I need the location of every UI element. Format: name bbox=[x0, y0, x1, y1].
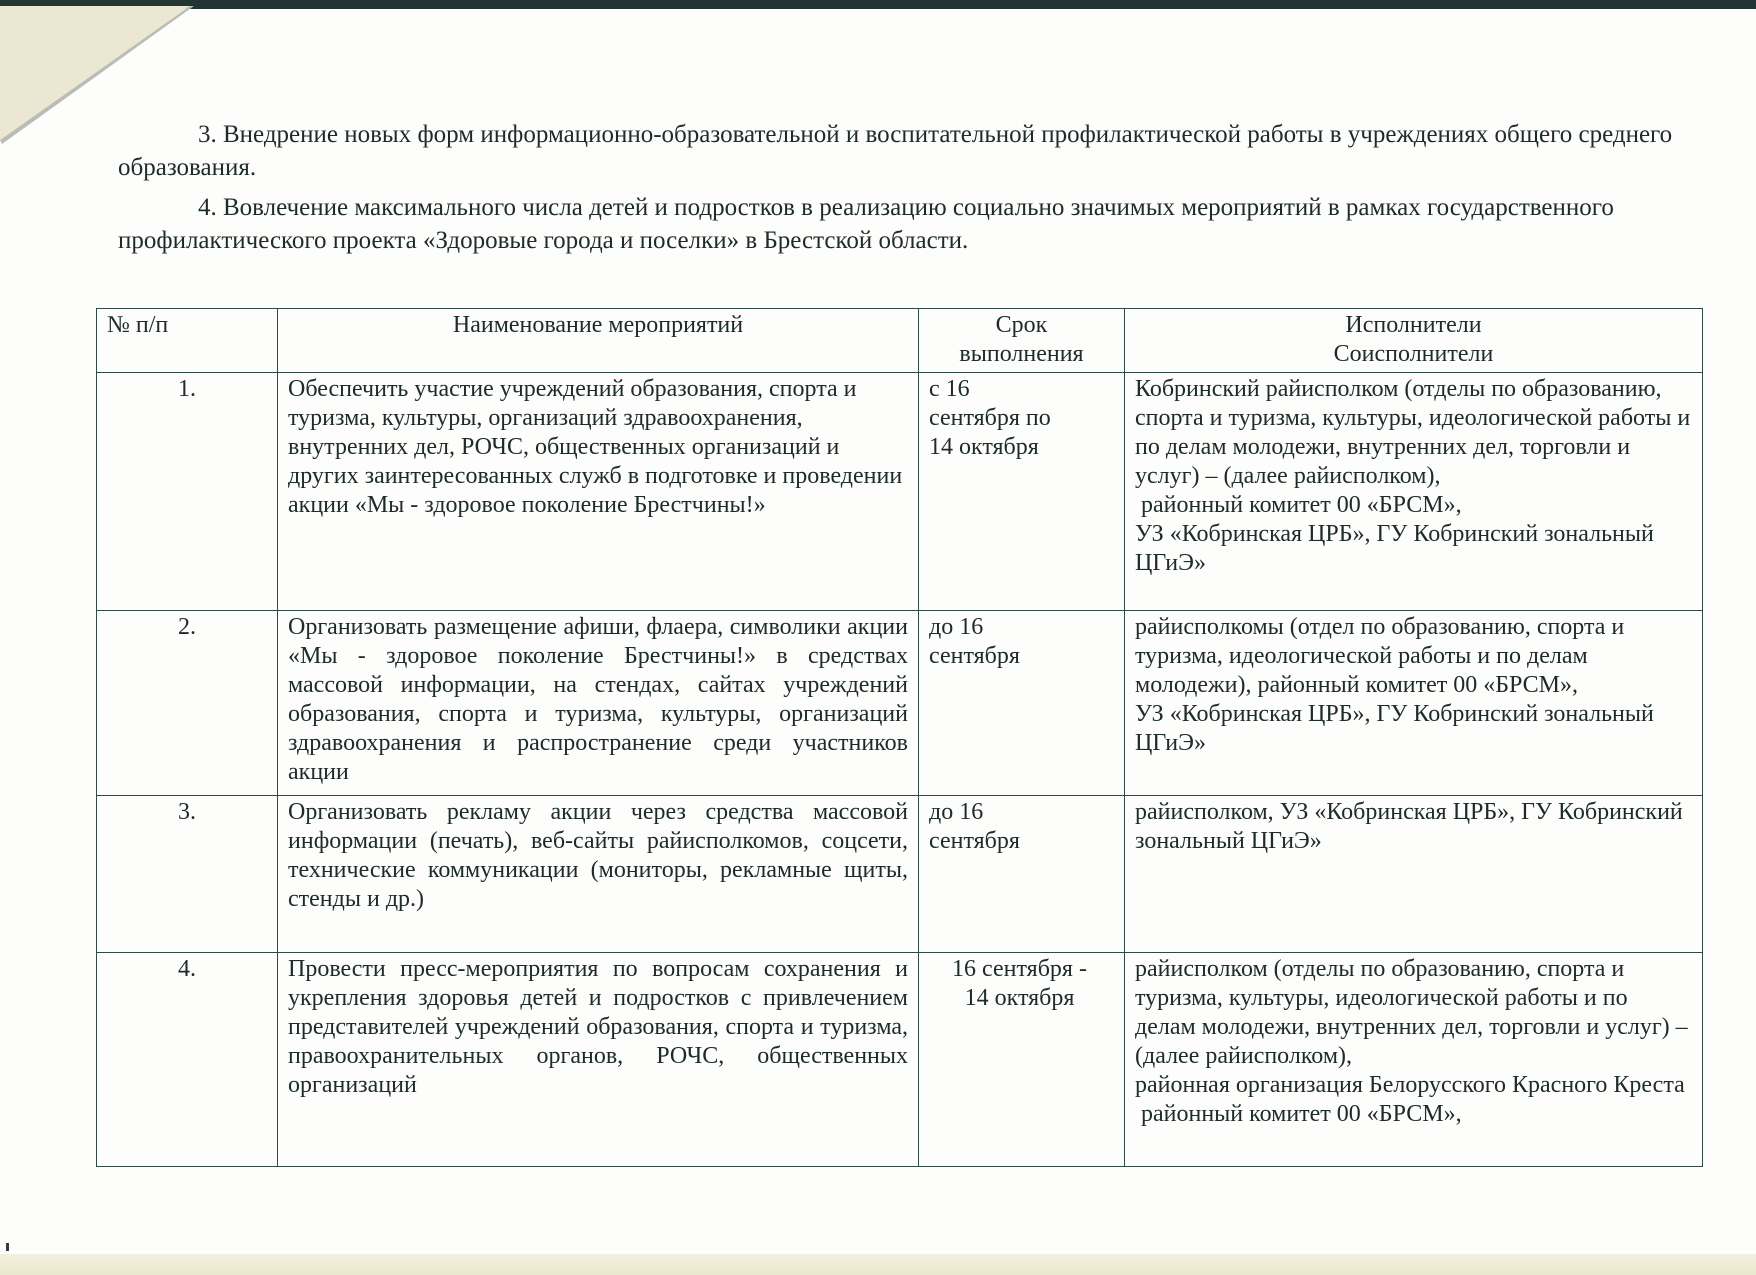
executor-entry: районная организация Белорусского Красного Креста bbox=[1135, 1072, 1685, 1098]
header-executors bbox=[1125, 309, 1703, 373]
event-name: Организовать размещение афиши, флаера, символики акции «Мы - здоровое поколение Брестчины!» в средствах массовой информации, на стендах, сайтах учреждений образования, спорта и туризма, культуры, организаций здравоохранения и распространение среди участников акции bbox=[278, 611, 919, 796]
header-deadline-line-2: выполнения bbox=[959, 341, 1084, 367]
row-number: 1. bbox=[97, 373, 278, 611]
deadline-line: сентября bbox=[929, 828, 1020, 854]
row-number: 4. bbox=[97, 953, 278, 1167]
header-deadline bbox=[919, 309, 1125, 373]
deadline-line: 14 октября bbox=[964, 985, 1075, 1011]
header-executors-line-1: Исполнители bbox=[1345, 312, 1482, 338]
executors bbox=[1125, 373, 1703, 611]
deadline bbox=[919, 953, 1125, 1167]
deadline bbox=[919, 611, 1125, 796]
event-name: Обеспечить участие учреждений образования, спорта и туризма, культуры, организаций здравоохранения, внутренних дел, РОЧС, общественных организаций и других заинтересованных служб в подготовке и проведении акции «Мы - здоровое поколение Брестчины!» bbox=[278, 373, 919, 611]
executors bbox=[1125, 611, 1703, 796]
deadline-line: до 16 bbox=[929, 614, 984, 640]
event-name: Провести пресс-мероприятия по вопросам сохранения и укрепления здоровья детей и подростков с привлечением представителей учреждений образования, спорта и туризма, правоохранительных органов, РОЧС, общественных организаций bbox=[278, 953, 919, 1167]
executor-entry: райисполкомы (отдел по образованию, спорта и туризма, идеологической работы и по делам молодежи), районный комитет 00 «БРСМ», bbox=[1135, 614, 1625, 698]
row-number: 2. bbox=[97, 611, 278, 796]
executor-entry: районный комитет 00 «БРСМ», bbox=[1135, 1101, 1462, 1127]
table-row bbox=[97, 611, 1703, 796]
intro-goals bbox=[118, 118, 1678, 257]
deadline-line: с 16 bbox=[929, 376, 970, 402]
header-executors-line-2: Соисполнители bbox=[1333, 341, 1494, 367]
scan-top-edge bbox=[0, 0, 1756, 9]
header-deadline-line-1: Срок bbox=[995, 312, 1048, 338]
executor-entry: УЗ «Кобринская ЦРБ», ГУ Кобринский зональный ЦГиЭ» bbox=[1135, 701, 1654, 756]
scan-speck bbox=[6, 1243, 9, 1251]
executors bbox=[1125, 796, 1703, 953]
deadline-line: до 16 bbox=[929, 799, 984, 825]
table-header-row bbox=[97, 309, 1703, 373]
executor-entry: райисполком (отделы по образованию, спорта и туризма, культуры, идеологической работы и по делам молодежи, внутренних дел, торговли и услуг) – (далее райисполком), bbox=[1135, 956, 1688, 1069]
table-row bbox=[97, 373, 1703, 611]
deadline bbox=[919, 373, 1125, 611]
event-name: Организовать рекламу акции через средства массовой информации (печать), веб-сайты райисполкомов, соцсети, технические коммуникации (мониторы, рекламные щиты, стенды и др.) bbox=[278, 796, 919, 953]
executor-entry: районный комитет 00 «БРСМ», bbox=[1135, 492, 1462, 518]
executor-entry: райисполком, УЗ «Кобринская ЦРБ», ГУ Кобринский зональный ЦГиЭ» bbox=[1135, 799, 1683, 854]
executor-entry: Кобринский райисполком (отделы по образованию, спорта и туризма, культуры, идеологической работы и по делам молодежи, внутренних дел, торговли и услуг) – (далее райисполком), bbox=[1135, 376, 1691, 489]
deadline-line: сентября по bbox=[929, 405, 1051, 431]
table-row bbox=[97, 953, 1703, 1167]
deadline-line: 14 октября bbox=[929, 434, 1039, 460]
executor-entry: УЗ «Кобринская ЦРБ», ГУ Кобринский зональный ЦГиЭ» bbox=[1135, 521, 1654, 576]
deadline-line: 16 сентября - bbox=[952, 956, 1087, 982]
row-number: 3. bbox=[97, 796, 278, 953]
header-number: № п/п bbox=[97, 309, 278, 373]
executors bbox=[1125, 953, 1703, 1167]
deadline bbox=[919, 796, 1125, 953]
header-event-name: Наименование мероприятий bbox=[278, 309, 919, 373]
action-plan-table bbox=[96, 308, 1703, 1167]
scan-bottom-edge bbox=[0, 1254, 1756, 1275]
goal-item-3: 3. Внедрение новых форм информационно-образовательной и воспитательной профилактической работы в учреждениях общего среднего образования. bbox=[118, 121, 1673, 181]
deadline-line: сентября bbox=[929, 643, 1020, 669]
table-row bbox=[97, 796, 1703, 953]
goal-item-4: 4. Вовлечение максимального числа детей и подростков в реализацию социально значимых мероприятий в рамках государственного профилактического проекта «Здоровые города и поселки» в Брестской области. bbox=[118, 194, 1614, 254]
